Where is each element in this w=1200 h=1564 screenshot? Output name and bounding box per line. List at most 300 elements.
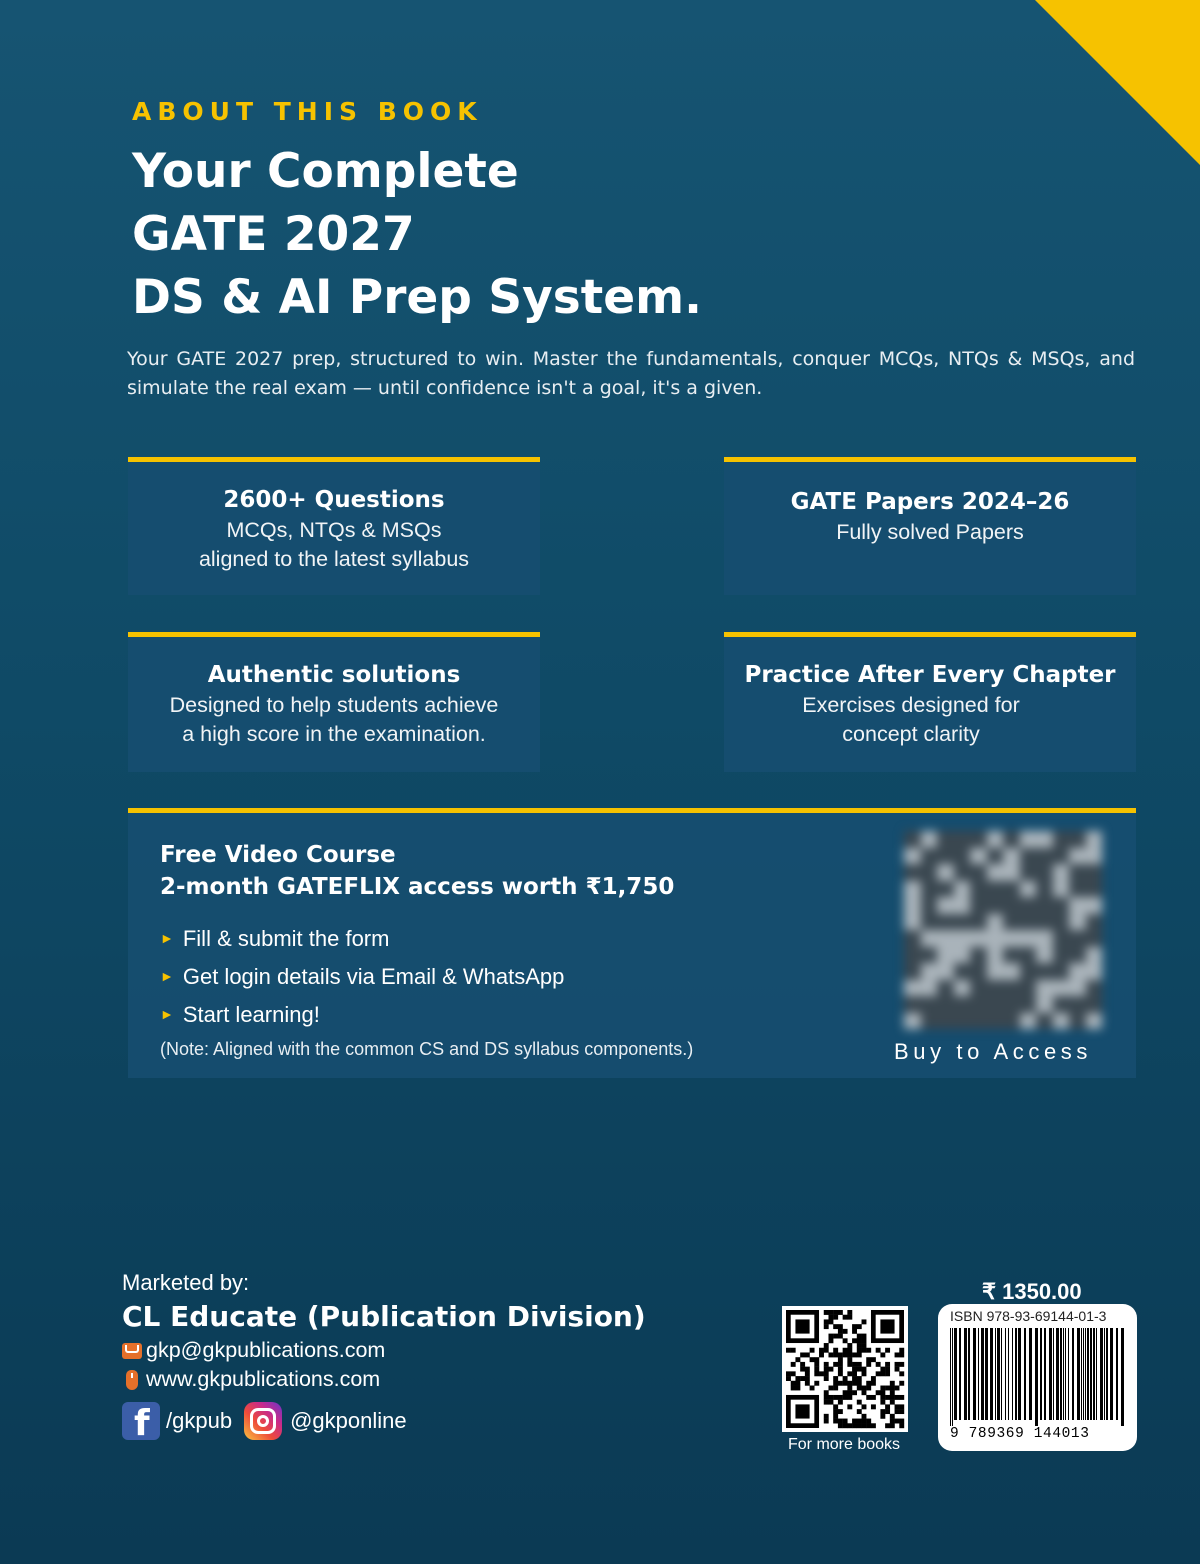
qr-module	[862, 1414, 867, 1419]
qr-module	[852, 1381, 857, 1386]
qr-module	[810, 1357, 815, 1362]
qr-module	[862, 1390, 867, 1395]
barcode-bar	[1040, 1328, 1042, 1420]
qr-module	[805, 1381, 810, 1386]
qr-module	[833, 1376, 838, 1381]
video-steps-list	[160, 921, 564, 1035]
qr-module	[833, 1334, 838, 1339]
qr-cell	[937, 914, 954, 931]
barcode-bar	[964, 1328, 967, 1420]
qr-cell	[987, 897, 1004, 914]
qr-module	[852, 1362, 857, 1367]
feature-text: Designed to help students achieve	[169, 693, 499, 717]
website-text[interactable]: www.gkpublications.com	[146, 1367, 381, 1391]
qr-module	[895, 1395, 900, 1400]
qr-cell	[987, 831, 1004, 848]
qr-module	[871, 1423, 876, 1428]
qr-module	[890, 1390, 895, 1395]
barcode-bar	[1068, 1328, 1069, 1420]
qr-cell	[904, 963, 921, 980]
qr-module	[824, 1376, 829, 1381]
qr-module	[866, 1395, 871, 1400]
qr-cell	[1086, 848, 1103, 865]
qr-module	[828, 1352, 833, 1357]
barcode-bar	[954, 1328, 957, 1420]
qr-module	[899, 1395, 904, 1400]
barcode-bar	[1060, 1328, 1062, 1420]
qr-module	[814, 1357, 819, 1362]
qr-module	[843, 1315, 848, 1320]
qr-cell	[1036, 996, 1053, 1013]
barcode-bar	[1106, 1328, 1108, 1420]
qr-module	[852, 1367, 857, 1372]
qr-cell	[954, 897, 971, 914]
qr-module	[852, 1329, 857, 1334]
qr-cell	[970, 930, 987, 947]
qr-module	[876, 1390, 881, 1395]
qr-module	[838, 1381, 843, 1386]
qr-module	[890, 1381, 895, 1386]
qr-module	[805, 1367, 810, 1372]
feature-card-practice	[724, 632, 1136, 772]
qr-module	[843, 1348, 848, 1353]
qr-module	[885, 1367, 890, 1372]
qr-cell	[1086, 831, 1103, 848]
qr-module	[885, 1423, 890, 1428]
headline-line-3: DS & AI Prep System.	[132, 270, 702, 325]
qr-cell	[904, 848, 921, 865]
step-text: Get login details via Email & WhatsApp	[182, 964, 565, 989]
qr-module	[895, 1367, 900, 1372]
qr-module	[833, 1409, 838, 1414]
syllabus-note: (Note: Aligned with the common CS and DS syllabus components.)	[160, 1039, 694, 1059]
qr-cell	[1069, 947, 1086, 964]
qr-module	[847, 1381, 852, 1386]
qr-module	[828, 1386, 833, 1391]
barcode-bar	[1005, 1328, 1006, 1420]
qr-module	[866, 1423, 871, 1428]
qr-module	[833, 1414, 838, 1419]
qr-cell	[1003, 848, 1020, 865]
qr-cell	[1036, 881, 1053, 898]
qr-module	[828, 1400, 833, 1405]
qr-cell	[937, 848, 954, 865]
qr-module	[871, 1381, 876, 1386]
qr-module	[880, 1371, 885, 1376]
qr-cell	[1069, 831, 1086, 848]
qr-module	[895, 1419, 900, 1424]
qr-cell	[1003, 864, 1020, 881]
qr-module	[852, 1352, 857, 1357]
qr-module	[885, 1404, 890, 1409]
barcode-bar	[950, 1328, 951, 1426]
video-title-line-1: Free Video Course	[160, 842, 396, 868]
feature-text: Exercises designed for	[802, 693, 1020, 717]
marketed-by-label: Marketed by:	[122, 1270, 250, 1295]
qr-module	[857, 1324, 862, 1329]
qr-cell	[970, 864, 987, 881]
qr-caption: For more books	[788, 1436, 901, 1453]
qr-cell	[954, 1013, 971, 1030]
qr-module	[880, 1400, 885, 1405]
qr-cell	[1069, 848, 1086, 865]
qr-module	[895, 1404, 900, 1409]
barcode-bar	[1121, 1328, 1124, 1426]
feature-title: Practice After Every Chapter	[744, 662, 1116, 688]
barcode-bar	[1008, 1328, 1009, 1420]
qr-cell	[1036, 831, 1053, 848]
qr-cell	[1020, 1013, 1037, 1030]
qr-module	[876, 1348, 881, 1353]
qr-module	[819, 1348, 824, 1353]
facebook-handle[interactable]: /gkpub	[166, 1408, 233, 1433]
qr-module	[885, 1371, 890, 1376]
qr-cell	[1036, 914, 1053, 931]
qr-module	[895, 1352, 900, 1357]
qr-module	[847, 1348, 852, 1353]
qr-cell	[1003, 963, 1020, 980]
qr-cell	[1020, 848, 1037, 865]
mouse-icon	[126, 1370, 138, 1390]
qr-cell	[1003, 1013, 1020, 1030]
qr-module	[819, 1352, 824, 1357]
qr-module	[843, 1419, 848, 1424]
qr-cell	[1086, 881, 1103, 898]
qr-cell	[987, 1013, 1004, 1030]
qr-module	[880, 1395, 885, 1400]
qr-module	[866, 1381, 871, 1386]
barcode-bar	[978, 1328, 979, 1420]
qr-module	[828, 1395, 833, 1400]
facebook-icon: f	[122, 1402, 160, 1440]
barcode-bar	[1096, 1328, 1097, 1420]
corner-accent-triangle	[1035, 0, 1200, 165]
qr-module	[895, 1362, 900, 1367]
qr-cell	[1053, 881, 1070, 898]
qr-cell	[904, 980, 921, 997]
qr-module	[857, 1386, 862, 1391]
qr-cell	[1036, 1013, 1053, 1030]
qr-cell	[904, 947, 921, 964]
qr-cell	[921, 881, 938, 898]
feature-title: GATE Papers 2024–26	[790, 489, 1070, 515]
list-item	[160, 921, 564, 959]
video-title-line-2: 2-month GATEFLIX access worth ₹1,750	[160, 874, 675, 900]
qr-module	[880, 1367, 885, 1372]
qr-module	[899, 1409, 904, 1414]
qr-cell	[937, 980, 954, 997]
barcode-bar	[1035, 1328, 1038, 1426]
mail-icon	[122, 1343, 142, 1359]
qr-cell	[1020, 930, 1037, 947]
qr-cell	[1036, 897, 1053, 914]
qr-module	[847, 1315, 852, 1320]
qr-cell	[1020, 963, 1037, 980]
qr-module	[791, 1362, 796, 1367]
qr-module	[899, 1352, 904, 1357]
qr-cell	[904, 1013, 921, 1030]
qr-module	[833, 1381, 838, 1386]
qr-module	[862, 1386, 867, 1391]
qr-module	[857, 1348, 862, 1353]
qr-cell	[1069, 864, 1086, 881]
qr-module	[866, 1419, 871, 1424]
qr-cell	[1086, 864, 1103, 881]
qr-module	[871, 1376, 876, 1381]
qr-cell	[987, 963, 1004, 980]
qr-module	[857, 1334, 862, 1339]
qr-module	[866, 1357, 871, 1362]
instagram-handle[interactable]: @gkponline	[290, 1408, 407, 1433]
qr-module	[899, 1362, 904, 1367]
qr-module	[847, 1423, 852, 1428]
qr-cell	[904, 864, 921, 881]
qr-cell	[921, 864, 938, 881]
qr-module	[847, 1404, 852, 1409]
isbn-barcode	[938, 1304, 1137, 1451]
barcode-bar	[1090, 1328, 1092, 1420]
qr-cell	[904, 881, 921, 898]
qr-cell	[1020, 947, 1037, 964]
barcode-bar	[968, 1328, 970, 1420]
qr-module	[814, 1381, 819, 1386]
qr-cell	[1036, 963, 1053, 980]
qr-module	[824, 1319, 829, 1324]
qr-module	[890, 1386, 895, 1391]
qr-module	[833, 1310, 838, 1315]
barcode-bar	[995, 1328, 996, 1420]
barcode-bar	[1100, 1328, 1103, 1420]
qr-module	[814, 1367, 819, 1372]
qr-module	[857, 1376, 862, 1381]
qr-module	[805, 1352, 810, 1357]
qr-module	[843, 1329, 848, 1334]
qr-module	[800, 1376, 805, 1381]
qr-module	[857, 1419, 862, 1424]
qr-finder	[880, 1319, 894, 1333]
qr-module	[866, 1386, 871, 1391]
price-label: ₹ 1350.00	[982, 1279, 1082, 1304]
qr-module	[838, 1324, 843, 1329]
qr-module	[862, 1319, 867, 1324]
qr-module	[862, 1338, 867, 1343]
qr-cell	[921, 897, 938, 914]
barcode-bar	[973, 1328, 976, 1420]
qr-module	[857, 1367, 862, 1372]
qr-module	[857, 1423, 862, 1428]
qr-cell	[970, 947, 987, 964]
qr-module	[862, 1404, 867, 1409]
qr-cell	[937, 897, 954, 914]
qr-cell	[1069, 930, 1086, 947]
barcode-bar	[1012, 1328, 1013, 1420]
qr-module	[838, 1367, 843, 1372]
qr-finder	[795, 1404, 809, 1418]
barcode-bar	[1024, 1328, 1026, 1420]
qr-module	[843, 1352, 848, 1357]
qr-cell	[1053, 996, 1070, 1013]
qr-module	[871, 1395, 876, 1400]
qr-module	[852, 1390, 857, 1395]
qr-module	[852, 1423, 857, 1428]
qr-cell	[937, 1013, 954, 1030]
qr-cell	[937, 996, 954, 1013]
barcode-number: 9 789369 144013	[950, 1426, 1090, 1442]
qr-access-label: Buy to Access	[894, 1039, 1092, 1064]
qr-cell	[1036, 864, 1053, 881]
qr-module	[847, 1362, 852, 1367]
qr-cell	[954, 963, 971, 980]
qr-cell	[1053, 848, 1070, 865]
qr-module	[838, 1329, 843, 1334]
qr-module	[828, 1319, 833, 1324]
qr-cell	[1003, 980, 1020, 997]
qr-module	[824, 1324, 829, 1329]
qr-module	[899, 1371, 904, 1376]
qr-module	[857, 1400, 862, 1405]
qr-module	[843, 1395, 848, 1400]
qr-cell	[987, 881, 1004, 898]
qr-cell	[1020, 831, 1037, 848]
qr-module	[880, 1409, 885, 1414]
barcode-bar	[1053, 1328, 1054, 1420]
qr-cell	[1086, 1013, 1103, 1030]
qr-cell	[954, 980, 971, 997]
barcode-bar	[1015, 1328, 1017, 1420]
qr-module	[852, 1371, 857, 1376]
barcode-bar	[997, 1328, 1000, 1420]
feature-text: Fully solved Papers	[836, 520, 1024, 544]
qr-module	[810, 1386, 815, 1391]
qr-module	[885, 1348, 890, 1353]
qr-module	[857, 1362, 862, 1367]
feature-text: aligned to the latest syllabus	[198, 547, 470, 571]
qr-module	[833, 1395, 838, 1400]
qr-cell	[1086, 996, 1103, 1013]
qr-cell	[1036, 980, 1053, 997]
barcode-bar	[1083, 1328, 1084, 1420]
qr-module	[862, 1343, 867, 1348]
qr-module	[838, 1352, 843, 1357]
video-course-panel	[128, 808, 1136, 1078]
qr-module	[824, 1400, 829, 1405]
qr-module	[828, 1334, 833, 1339]
qr-module	[862, 1419, 867, 1424]
qr-module	[880, 1390, 885, 1395]
qr-cell	[1003, 831, 1020, 848]
qr-module	[847, 1310, 852, 1315]
feature-title: Authentic solutions	[207, 662, 461, 688]
qr-module	[871, 1357, 876, 1362]
qr-module	[862, 1371, 867, 1376]
social-links	[122, 1402, 407, 1440]
qr-cell	[954, 914, 971, 931]
qr-module	[847, 1352, 852, 1357]
qr-cell	[970, 848, 987, 865]
qr-cell	[970, 881, 987, 898]
qr-module	[824, 1390, 829, 1395]
feature-text: a high score in the examination.	[182, 722, 486, 746]
qr-cell	[1036, 848, 1053, 865]
qr-module	[828, 1367, 833, 1372]
qr-cell	[1069, 881, 1086, 898]
qr-module	[838, 1362, 843, 1367]
qr-module	[833, 1404, 838, 1409]
qr-cell	[937, 930, 954, 947]
qr-module	[890, 1414, 895, 1419]
qr-module	[899, 1423, 904, 1428]
qr-module	[890, 1419, 895, 1424]
section-eyebrow: ABOUT THIS BOOK	[132, 97, 483, 126]
qr-cell	[1069, 963, 1086, 980]
qr-module	[819, 1371, 824, 1376]
qr-cell	[1053, 831, 1070, 848]
qr-module	[847, 1343, 852, 1348]
feature-text: MCQs, NTQs & MSQs	[226, 518, 442, 542]
qr-module	[843, 1376, 848, 1381]
qr-module	[824, 1419, 829, 1424]
qr-cell	[921, 831, 938, 848]
qr-module	[876, 1371, 881, 1376]
qr-cell	[937, 831, 954, 848]
barcode-bar	[1077, 1328, 1080, 1420]
qr-module	[810, 1348, 815, 1353]
qr-module	[838, 1395, 843, 1400]
qr-cell	[954, 848, 971, 865]
email-text[interactable]: gkp@gkpublications.com	[146, 1338, 386, 1362]
qr-module	[805, 1371, 810, 1376]
qr-cell	[970, 831, 987, 848]
qr-cell	[904, 996, 921, 1013]
barcode-bar	[1104, 1328, 1105, 1420]
qr-cell	[1036, 930, 1053, 947]
qr-cell	[937, 947, 954, 964]
qr-module	[852, 1324, 857, 1329]
qr-cell	[1086, 914, 1103, 931]
qr-module	[791, 1348, 796, 1353]
qr-cell	[1069, 1013, 1086, 1030]
qr-module	[833, 1419, 838, 1424]
barcode-bar	[1110, 1328, 1113, 1420]
qr-module	[824, 1367, 829, 1372]
qr-module	[880, 1386, 885, 1391]
qr-cell	[921, 930, 938, 947]
qr-module	[786, 1376, 791, 1381]
qr-module	[890, 1423, 895, 1428]
qr-cell	[970, 963, 987, 980]
qr-cell	[904, 897, 921, 914]
feature-card-questions	[128, 457, 540, 595]
qr-cell	[1069, 897, 1086, 914]
qr-module	[862, 1334, 867, 1339]
qr-module	[899, 1404, 904, 1409]
qr-cell	[921, 1013, 938, 1030]
qr-cell	[1053, 963, 1070, 980]
qr-cell	[970, 980, 987, 997]
barcode-bar	[1116, 1328, 1118, 1420]
qr-module	[833, 1386, 838, 1391]
qr-cell	[1003, 930, 1020, 947]
qr-cell	[1069, 996, 1086, 1013]
qr-cell	[1069, 980, 1086, 997]
qr-module	[786, 1348, 791, 1353]
qr-module	[805, 1376, 810, 1381]
more-books-qr-code[interactable]	[782, 1306, 908, 1432]
qr-cell	[987, 848, 1004, 865]
qr-module	[828, 1315, 833, 1320]
qr-cell	[921, 980, 938, 997]
qr-module	[885, 1395, 890, 1400]
